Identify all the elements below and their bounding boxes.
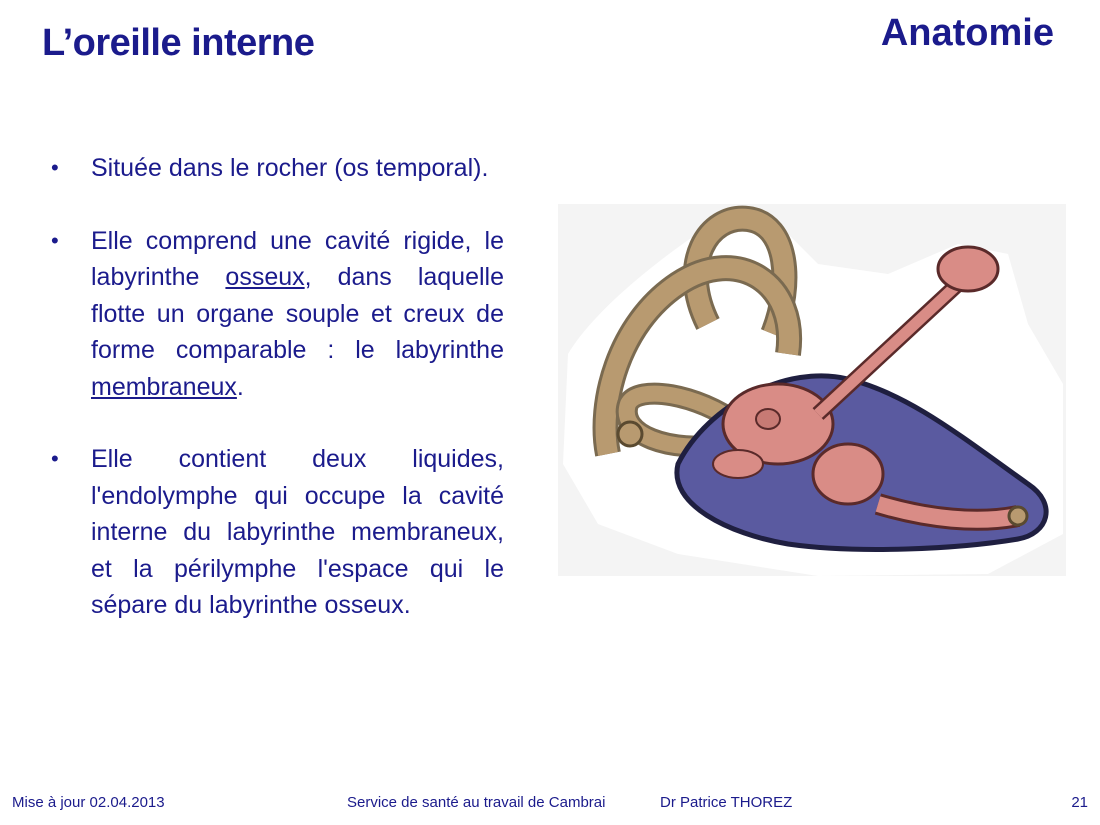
bullet-text-part: Elle comprend une cavité rigide, le labyrinthe xyxy=(91,226,504,291)
bullet-icon: • xyxy=(51,155,59,180)
ampulla xyxy=(756,409,780,429)
bullet-item xyxy=(48,150,504,187)
saccule xyxy=(813,444,883,504)
endolymphatic-sac xyxy=(938,247,998,291)
underlined-term: membraneux xyxy=(91,372,237,401)
bullet-item xyxy=(48,223,504,406)
page-number: 21 xyxy=(1071,794,1088,811)
slide-title: L’oreille interne xyxy=(42,22,315,64)
section-title: Anatomie xyxy=(880,12,1054,54)
bullet-icon: • xyxy=(51,446,59,471)
footer-author: Dr Patrice THOREZ xyxy=(660,794,793,811)
bullet-item xyxy=(48,441,504,624)
bullet-text: Elle contient deux liquides, l'endolymphe qui occupe la cavité interne du labyrinthe membraneux, et la périlymphe l'espace qui le sépare du labyrinthe osseux. xyxy=(91,445,504,619)
underlined-term: osseux xyxy=(225,263,305,291)
bullet-text: Située dans le rocher (os temporal). xyxy=(91,154,489,182)
bullet-list xyxy=(48,150,504,624)
canal-end xyxy=(618,422,642,446)
bullet-icon: • xyxy=(51,227,59,253)
cochlear-end xyxy=(1009,507,1027,525)
inner-ear-illustration xyxy=(558,204,1066,576)
ampulla-lateral xyxy=(713,450,763,478)
bullet-text-part: , dans laquelle flotte un organe souple et creux de forme comparable : le labyrinthe xyxy=(91,263,504,364)
inner-ear-drawing xyxy=(558,204,1066,576)
footer-update: Mise à jour 02.04.2013 xyxy=(12,794,165,811)
bullet-text-part: . xyxy=(236,372,244,401)
footer-service: Service de santé au travail de Cambrai xyxy=(347,794,606,811)
